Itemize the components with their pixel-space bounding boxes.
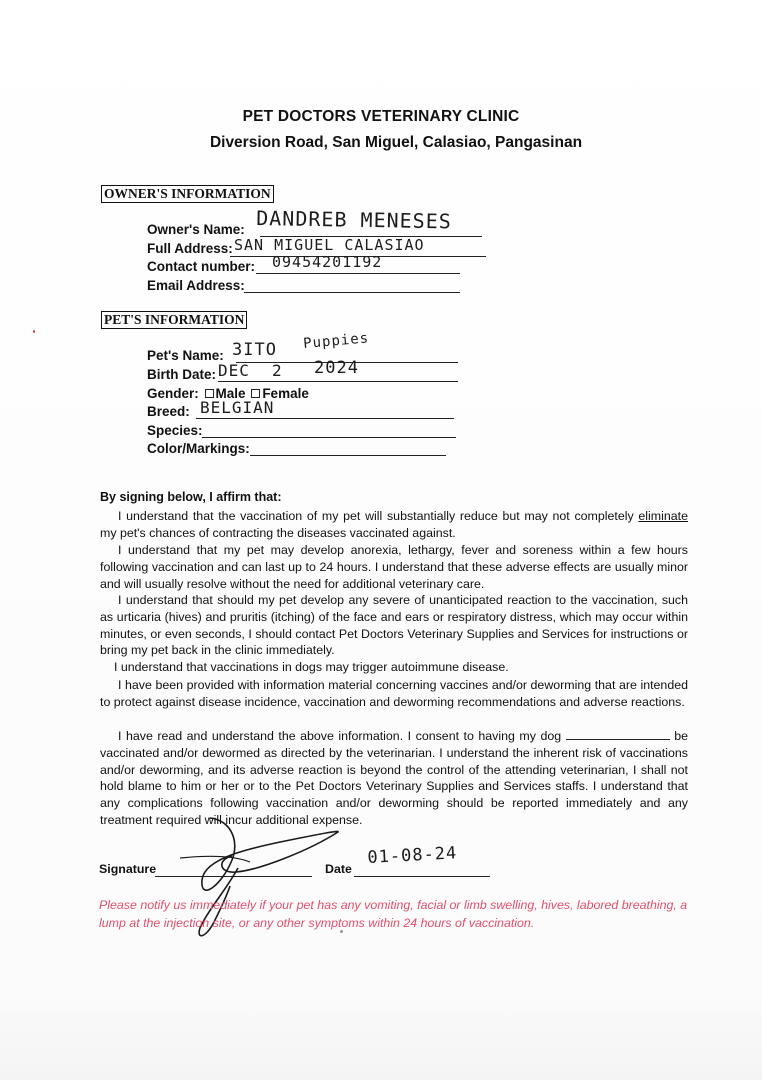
eliminate-word: eliminate [638,509,688,523]
owner-name-label: Owner's Name: [147,222,245,237]
breed-label: Breed: [147,404,190,419]
color-markings-label: Color/Markings: [147,441,250,456]
email-label: Email Address: [147,278,245,293]
dog-name-blank[interactable] [566,728,670,740]
color-markings-field[interactable] [250,455,446,456]
species-label: Species: [147,423,203,438]
contact-number-label: Contact number: [147,259,255,274]
birth-year-field[interactable]: 2024 [314,358,359,378]
male-option-label: Male [215,386,246,401]
paper-speck [340,930,343,933]
owner-section-heading: OWNER'S INFORMATION [101,185,274,203]
clinic-address: Diversion Road, San Miguel, Calasiao, Pangasinan [209,134,583,151]
affirm-title: By signing below, I affirm that: [100,490,282,504]
pet-name-label: Pet's Name: [147,348,224,363]
birth-day-field[interactable]: 2 [272,361,283,380]
pet-section-heading: PET'S INFORMATION [101,311,247,329]
full-address-label: Full Address: [147,241,233,256]
consent-paragraph-2: I understand that my pet may develop anorexia, lethargy, fever and soreness within a few hours following vaccination and can last up to 24 hours. I understand that these adverse effects are usually minor and will usually resolve without the need for additional veterinary care. [100,543,688,591]
pet-name-extra: Puppies [302,330,370,352]
breed-line [196,418,454,419]
gender-label: Gender: [147,386,199,401]
clinic-name: PET DOCTORS VETERINARY CLINIC [242,108,520,125]
birth-date-line [218,381,458,382]
female-option-label: Female [262,386,309,401]
female-checkbox[interactable] [251,389,260,398]
owner-name-field[interactable]: DANDREB MENESES [256,206,453,234]
contact-number-line [256,273,460,274]
full-address-field[interactable]: SAN MIGUEL CALASIAO [234,236,425,254]
consent-paragraph-1: I understand that the vaccination of my pet will substantially reduce but may not completely eliminate my pet's chances of contracting the diseases vaccinated against. [100,509,688,540]
breed-field[interactable]: BELGIAN [200,398,275,417]
pet-name-field[interactable]: 3ITO [232,340,277,360]
paper-speck [33,330,35,333]
consent-paragraph-5: I have been provided with information material concerning vaccines and/or deworming that are intended to protect against disease incidence, vaccination and deworming recommendations and adverse reactions. [100,678,688,709]
signature-label: Signature [99,862,157,876]
date-line [354,876,490,877]
consent-paragraph-3: I understand that should my pet develop any severe of unanticipated reaction to the vaccination, such as urticaria (hives) and pruritis (itching) of the face and ears or respiratory distress, which may occur within minutes, or even seconds, I should contact Pet Doctors Veterinary Supplies and Services for instructions or bring my pet back in the clinic immediately. [100,593,688,658]
date-label: Date [325,862,352,876]
date-field[interactable]: 01-08-24 [366,843,458,868]
species-field[interactable] [202,437,456,438]
email-field[interactable] [244,292,460,293]
contact-number-field[interactable]: 09454201192 [272,253,383,271]
consent-paragraph-6: I have read and understand the above information. I consent to having my dog be vaccinated and/or dewormed as directed by the veterinarian. I understand the inherent risk of vaccinations and/or deworming, and its adverse reaction is beyond the control of the attending veterinarian, I shall not hold blame to him or her or to the Pet Doctors Veterinary Supplies and Services staffs. I understand that any complications following vaccination and/or deworming should be reported immediately and any treatment required will incur additional expense. [100,729,688,827]
consent-paragraph-4: I understand that vaccinations in dogs may trigger autoimmune disease. [114,660,509,674]
male-checkbox[interactable] [205,389,214,398]
birth-month-field[interactable]: DEC [218,361,250,380]
birth-date-label: Birth Date: [147,367,217,382]
symptoms-notice: Please notify us immediately if your pet has any vomiting, facial or limb swelling, hives, labored breathing, a lump at the injection site, or any other symptoms within 24 hours of vaccination. [99,898,688,930]
